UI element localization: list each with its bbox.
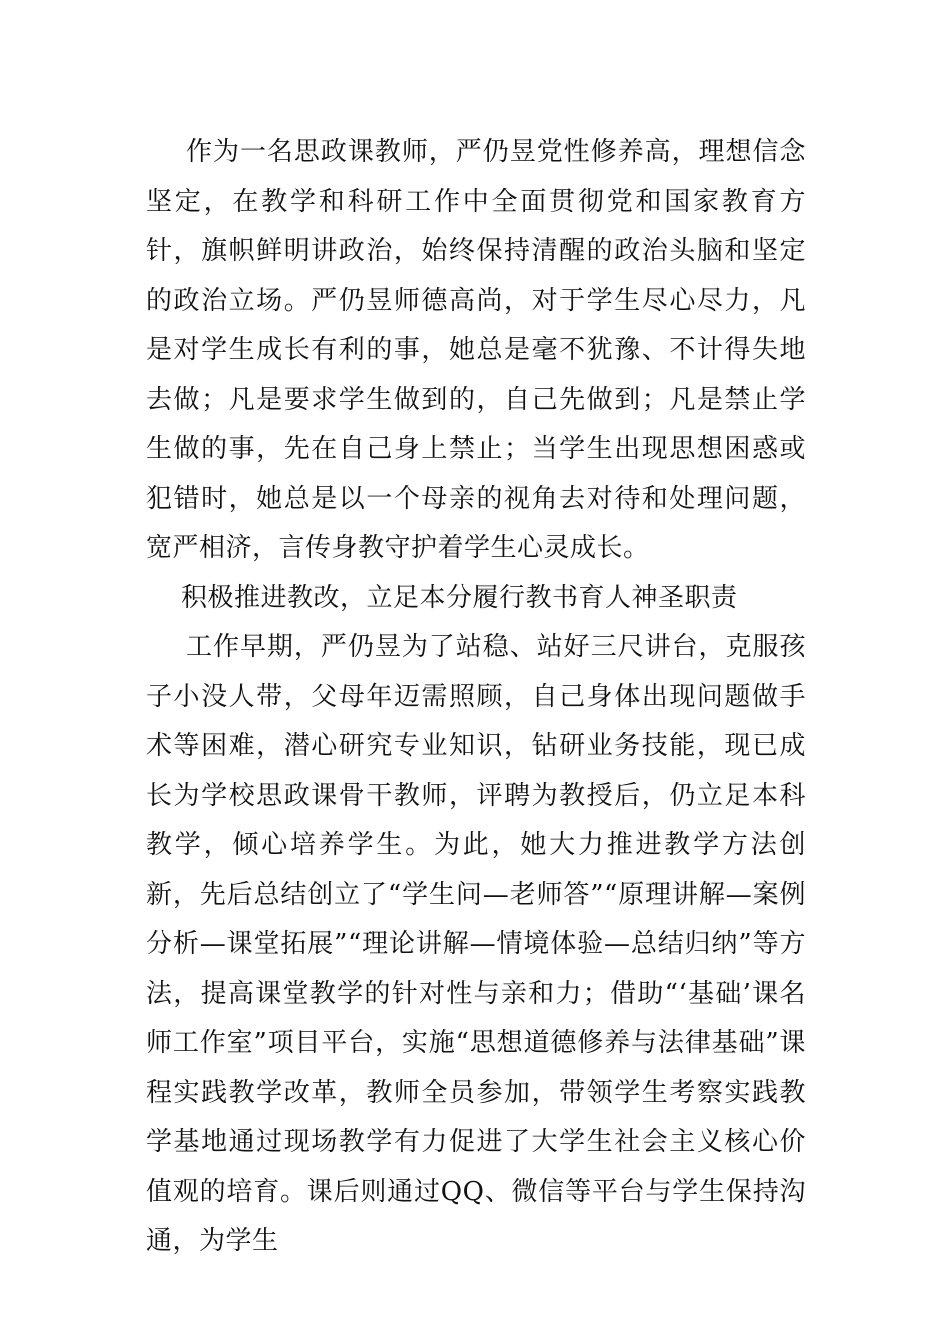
document-body [146, 128, 806, 1267]
paragraph-teaching-reform: 工作早期，严仍昱为了站稳、站好三尺讲台，克服孩子小没人带，父母年迈需照顾，自己身体出现问题做手术等困难，潜心研究专业知识，钻研业务技能，现已成长为学校思政课骨干教师，评聘为教授后，仍立足本科教学，倾心培养学生。为此，她大力推进教学方法创新，先后总结创立了“学生问—老师答”“原理讲解—案例分析—课堂拓展”“理论讲解—情境体验—总结归纳”等方法，提高课堂教学的针对性与亲和力；借助“‘基础’课名师工作室”项目平台，实施“思想道德修养与法律基础”课程实践教学改革，教师全员参加，带领学生考察实践教学基地通过现场教学有力促进了大学生社会主义核心价值观的培育。课后则通过QQ、微信等平台与学生保持沟通，为学生 [146, 632, 806, 1256]
paragraph-teacher-profile: 作为一名思政课教师，严仍昱党性修养高，理想信念坚定，在教学和科研工作中全面贯彻党和国家教育方针，旗帜鲜明讲政治，始终保持清醒的政治头脑和坚定的政治立场。严仍昱师德高尚，对于学生尽心尽力，凡是对学生成长有利的事，她总是毫不犹豫、不计得失地去做；凡是要求学生做到的，自己先做到；凡是禁止学生做的事，先在自己身上禁止；当学生出现思想困惑或犯错时，她总是以一个母亲的视角去对待和处理问题，宽严相济，言传身教守护着学生心灵成长。 [146, 137, 806, 563]
section-heading: 积极推进教改，立足本分履行教书育人神圣职责 [181, 582, 738, 613]
